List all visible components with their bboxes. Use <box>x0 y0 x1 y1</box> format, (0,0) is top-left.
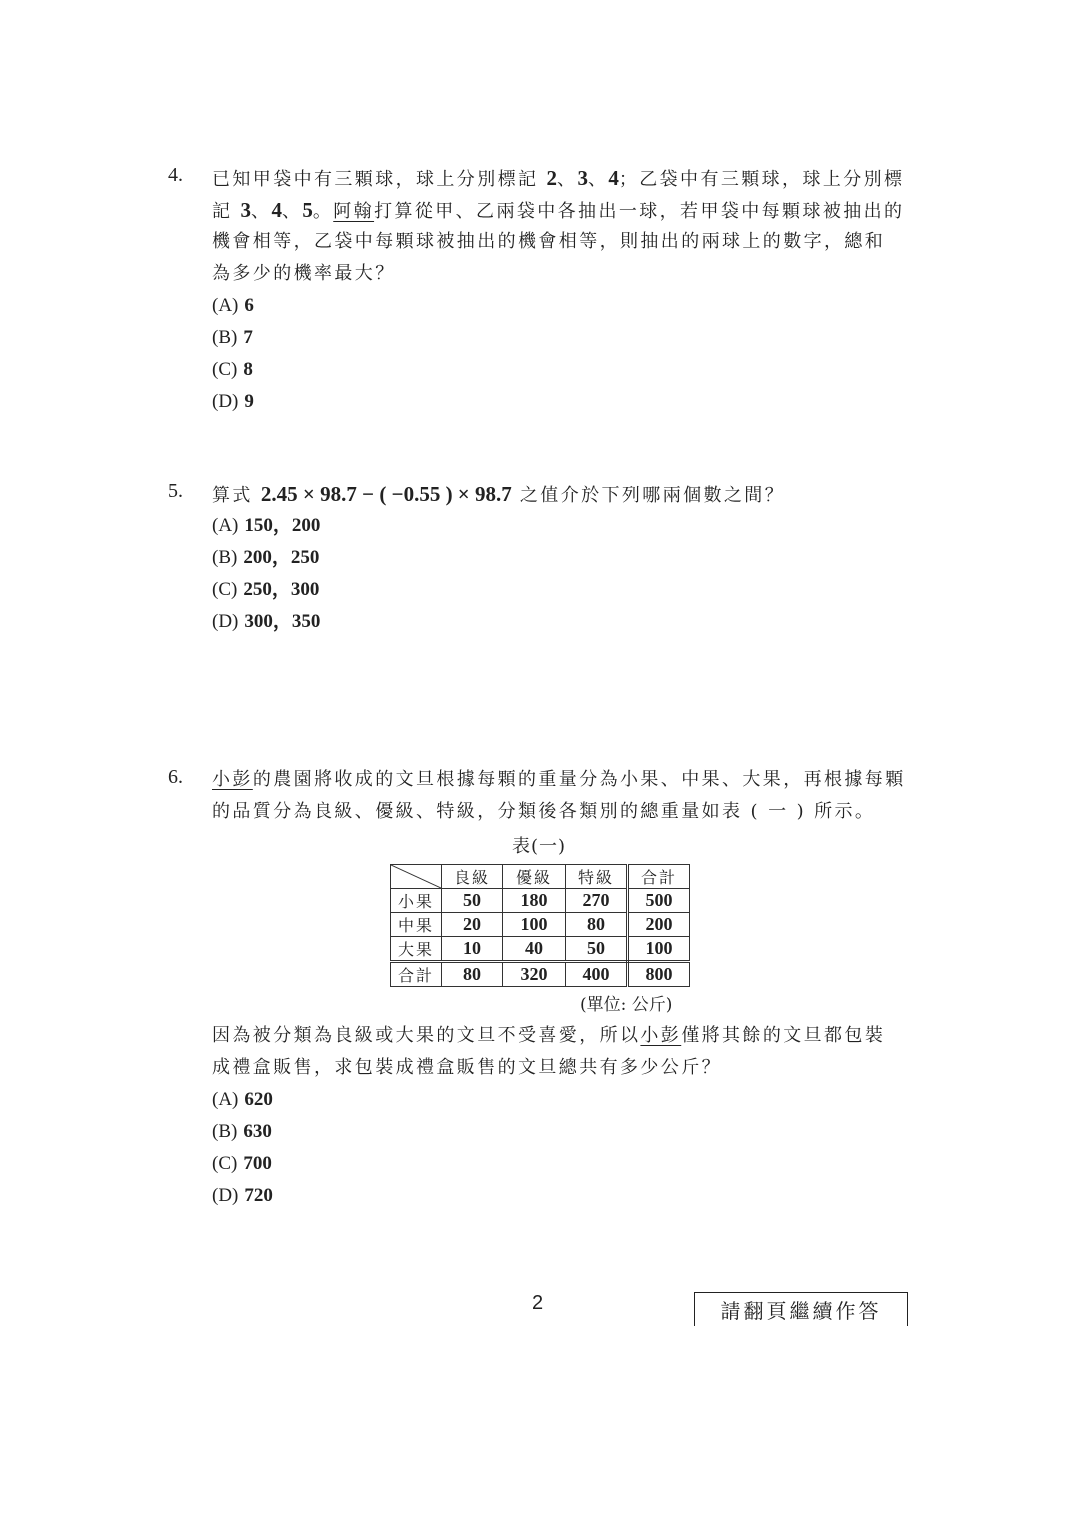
question-stem-continued <box>212 1020 912 1084</box>
option-value: 8 <box>243 359 253 380</box>
option-label: (D) <box>212 1185 239 1206</box>
table-caption: 表(一) <box>512 836 567 857</box>
row-label: 合計 <box>391 962 442 987</box>
bold-number: 3 <box>577 166 588 190</box>
option-value: 9 <box>244 391 254 412</box>
table-header-row <box>391 865 690 889</box>
options <box>212 289 912 417</box>
answer-option <box>212 541 912 573</box>
table-cell: 10 <box>442 937 503 962</box>
table-cell: 80 <box>566 913 628 937</box>
table-total-row <box>391 962 690 987</box>
option-label: (C) <box>212 579 238 600</box>
option-value: 630 <box>243 1121 272 1142</box>
question-stem <box>212 478 912 510</box>
table-header: 特級 <box>566 865 628 889</box>
table-cell: 80 <box>442 962 503 987</box>
answer-option <box>212 1115 912 1147</box>
option-value: 7 <box>243 327 253 348</box>
underlined-name: 小彭 <box>640 1025 682 1046</box>
row-label: 小果 <box>391 889 442 913</box>
question-stem <box>212 764 912 828</box>
option-value: 300，350 <box>244 611 321 632</box>
turn-page-box: 請翻頁繼續作答 <box>694 1292 908 1326</box>
answer-option <box>212 1179 912 1211</box>
stem-line: 成禮盒販售，求包裝成禮盒販售的文旦總共有多少公斤？ <box>212 1057 722 1078</box>
question-stem <box>212 162 912 290</box>
stem-line: 算式 2.45 × 98.7 − ( −0.55 ) × 98.7 之值介於下列哪兩個數之間？ <box>212 482 786 506</box>
answer-option <box>212 385 912 417</box>
bold-number: 4 <box>608 166 619 190</box>
table-cell: 40 <box>503 937 566 962</box>
option-value: 200，250 <box>243 547 320 568</box>
option-label: (B) <box>212 1121 238 1142</box>
answer-option <box>212 353 912 385</box>
option-value: 700 <box>243 1153 272 1174</box>
table-row <box>391 889 690 913</box>
table-corner-cell <box>391 865 442 889</box>
option-label: (A) <box>212 1089 239 1110</box>
stem-line: 為多少的機率最大？ <box>212 263 396 284</box>
option-label: (A) <box>212 295 239 316</box>
bold-number: 2.45 × 98.7 − ( −0.55 ) × 98.7 <box>260 482 512 506</box>
table-row <box>391 937 690 962</box>
option-value: 150，200 <box>244 515 321 536</box>
table-cell: 20 <box>442 913 503 937</box>
stem-line: 的品質分為良級、優級、特級，分類後各類別的總重量如表 ( 一 ) 所示。 <box>212 801 876 822</box>
table-cell: 200 <box>628 913 690 937</box>
row-label: 中果 <box>391 913 442 937</box>
option-value: 6 <box>244 295 254 316</box>
row-label: 大果 <box>391 937 442 962</box>
table-cell: 400 <box>566 962 628 987</box>
options <box>212 1083 912 1211</box>
answer-option <box>212 1083 912 1115</box>
option-label: (B) <box>212 547 238 568</box>
question-number: 5. <box>168 480 183 502</box>
question-number: 6. <box>168 766 183 788</box>
answer-option <box>212 573 912 605</box>
table-cell: 320 <box>503 962 566 987</box>
table-header: 合計 <box>628 865 690 889</box>
table-unit: (單位: 公斤) <box>580 995 673 1015</box>
table-cell: 270 <box>566 889 628 913</box>
option-label: (B) <box>212 327 238 348</box>
table-cell: 100 <box>503 913 566 937</box>
diagonal-line <box>391 865 441 888</box>
stem-line: 因為被分類為良級或大果的文旦不受喜愛，所以小彭僅將其餘的文旦都包裝 <box>212 1025 886 1046</box>
bold-number: 4 <box>271 198 282 222</box>
table-header: 良級 <box>442 865 503 889</box>
answer-option <box>212 605 912 637</box>
table-cell: 500 <box>628 889 690 913</box>
option-value: 720 <box>244 1185 273 1206</box>
options <box>212 509 912 637</box>
question-number: 4. <box>168 164 183 186</box>
option-label: (D) <box>212 391 239 412</box>
table-cell: 800 <box>628 962 690 987</box>
table-cell: 50 <box>566 937 628 962</box>
stem-line: 已知甲袋中有三顆球，球上分別標記 2、3、4；乙袋中有三顆球，球上分別標 <box>212 166 905 190</box>
option-label: (C) <box>212 1153 238 1174</box>
stem-line: 記 3、4、5。阿翰打算從甲、乙兩袋中各抽出一球，若甲袋中每顆球被抽出的 <box>212 198 905 222</box>
underlined-name: 小彭 <box>212 769 253 790</box>
answer-option <box>212 1147 912 1179</box>
bold-number: 2 <box>546 166 558 190</box>
table-cell: 100 <box>628 937 690 962</box>
table-cell: 50 <box>442 889 503 913</box>
answer-option <box>212 289 912 321</box>
table-header: 優級 <box>503 865 566 889</box>
option-value: 620 <box>244 1089 273 1110</box>
option-value: 250，300 <box>243 579 320 600</box>
weight-table <box>390 864 690 987</box>
bold-number: 5 <box>302 198 313 222</box>
option-label: (C) <box>212 359 238 380</box>
answer-option <box>212 321 912 353</box>
underlined-name: 阿翰 <box>333 201 375 222</box>
bold-number: 3 <box>240 198 252 222</box>
option-label: (A) <box>212 515 239 536</box>
option-label: (D) <box>212 611 239 632</box>
table-row <box>391 913 690 937</box>
table-cell: 180 <box>503 889 566 913</box>
page-number: 2 <box>532 1292 544 1314</box>
stem-line: 小彭的農園將收成的文旦根據每顆的重量分為小果、中果、大果，再根據每顆 <box>212 769 906 790</box>
stem-line: 機會相等，乙袋中每顆球被抽出的機會相等，則抽出的兩球上的數字，總和 <box>212 231 886 252</box>
answer-option <box>212 509 912 541</box>
